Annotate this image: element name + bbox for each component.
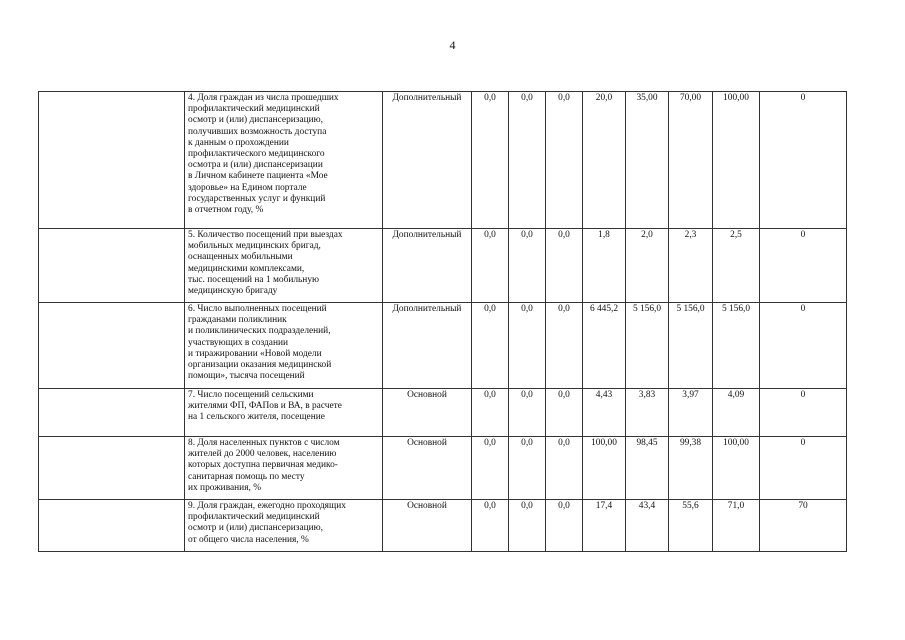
value-cell: 0,0 [546,303,583,389]
value-cell: 5 156,0 [713,303,760,389]
value-cell: 100,00 [713,92,760,229]
indicator-type-cell: Дополнительный [383,229,472,303]
value-cell: 0,0 [472,437,509,500]
indicator-type-cell: Дополнительный [383,303,472,389]
value-cell: 0,0 [509,389,546,437]
indicator-name-cell: 9. Доля граждан, ежегодно проходящих профилактический медицинский осмотр и (или) диспансеризацию, от общего числа населения, % [185,500,383,552]
value-cell: 0,0 [546,500,583,552]
value-cell: 3,97 [669,389,713,437]
indicator-type-cell: Основной [383,500,472,552]
indicator-name-cell: 8. Доля населенных пунктов с числом жителей до 2000 человек, населению которых доступна первичная медико- санитарная помощь по месту их проживания, % [185,437,383,500]
blank-cell [39,229,185,303]
value-cell: 3,83 [626,389,669,437]
value-cell: 6 445,2 [583,303,626,389]
last-value-cell: 0 [760,92,847,229]
indicator-name-cell: 7. Число посещений сельскими жителями ФП, ФАПов и ВА, в расчете на 1 сельского жителя, посещение [185,389,383,437]
indicator-type-cell: Основной [383,389,472,437]
value-cell: 0,0 [472,303,509,389]
blank-cell [39,303,185,389]
value-cell: 55,6 [669,500,713,552]
table-row [39,92,847,229]
value-cell: 71,0 [713,500,760,552]
value-cell: 0,0 [546,92,583,229]
blank-cell [39,500,185,552]
value-cell: 0,0 [472,92,509,229]
value-cell: 99,38 [669,437,713,500]
value-cell: 0,0 [509,92,546,229]
table-row [39,229,847,303]
last-value-cell: 0 [760,437,847,500]
table-row [39,437,847,500]
value-cell: 5 156,0 [626,303,669,389]
value-cell: 0,0 [472,389,509,437]
value-cell: 0,0 [509,500,546,552]
value-cell: 0,0 [472,229,509,303]
value-cell: 4,09 [713,389,760,437]
value-cell: 0,0 [509,229,546,303]
value-cell: 20,0 [583,92,626,229]
value-cell: 17,4 [583,500,626,552]
table-row [39,500,847,552]
indicator-name-cell: 5. Количество посещений при выездах мобильных медицинских бригад, оснащенных мобильными медицинскими комплексами, тыс. посещений на 1 мобильную медицинскую бригаду [185,229,383,303]
value-cell: 98,45 [626,437,669,500]
last-value-cell: 70 [760,500,847,552]
page-number: 4 [449,38,456,52]
value-cell: 35,00 [626,92,669,229]
value-cell: 0,0 [509,303,546,389]
value-cell: 2,0 [626,229,669,303]
last-value-cell: 0 [760,389,847,437]
last-value-cell: 0 [760,229,847,303]
value-cell: 70,00 [669,92,713,229]
indicator-name-cell: 6. Число выполненных посещений гражданами поликлиник и поликлинических подразделений, участвующих в создании и тиражировании «Новой модели организации оказания медицинской помощи», тысяча посещений [185,303,383,389]
value-cell: 5 156,0 [669,303,713,389]
value-cell: 4,43 [583,389,626,437]
value-cell: 1,8 [583,229,626,303]
table-row [39,303,847,389]
indicators-table [38,91,847,552]
blank-cell [39,437,185,500]
value-cell: 0,0 [546,389,583,437]
value-cell: 43,4 [626,500,669,552]
last-value-cell: 0 [760,303,847,389]
value-cell: 2,3 [669,229,713,303]
blank-cell [39,389,185,437]
value-cell: 100,00 [583,437,626,500]
value-cell: 0,0 [472,500,509,552]
value-cell: 0,0 [546,229,583,303]
table-row [39,389,847,437]
blank-cell [39,92,185,229]
value-cell: 100,00 [713,437,760,500]
value-cell: 2,5 [713,229,760,303]
value-cell: 0,0 [546,437,583,500]
indicator-type-cell: Основной [383,437,472,500]
indicator-type-cell: Дополнительный [383,92,472,229]
indicator-name-cell: 4. Доля граждан из числа прошедших профилактический медицинский осмотр и (или) диспансеризацию, получивших возможность доступа к данным о прохождении профилактического медицинского осмотра и (или) диспансеризации в Личном кабинете пациента «Мое здоровье» на Едином портале государственных услуг и функций в отчетном году, % [185,92,383,229]
value-cell: 0,0 [509,437,546,500]
